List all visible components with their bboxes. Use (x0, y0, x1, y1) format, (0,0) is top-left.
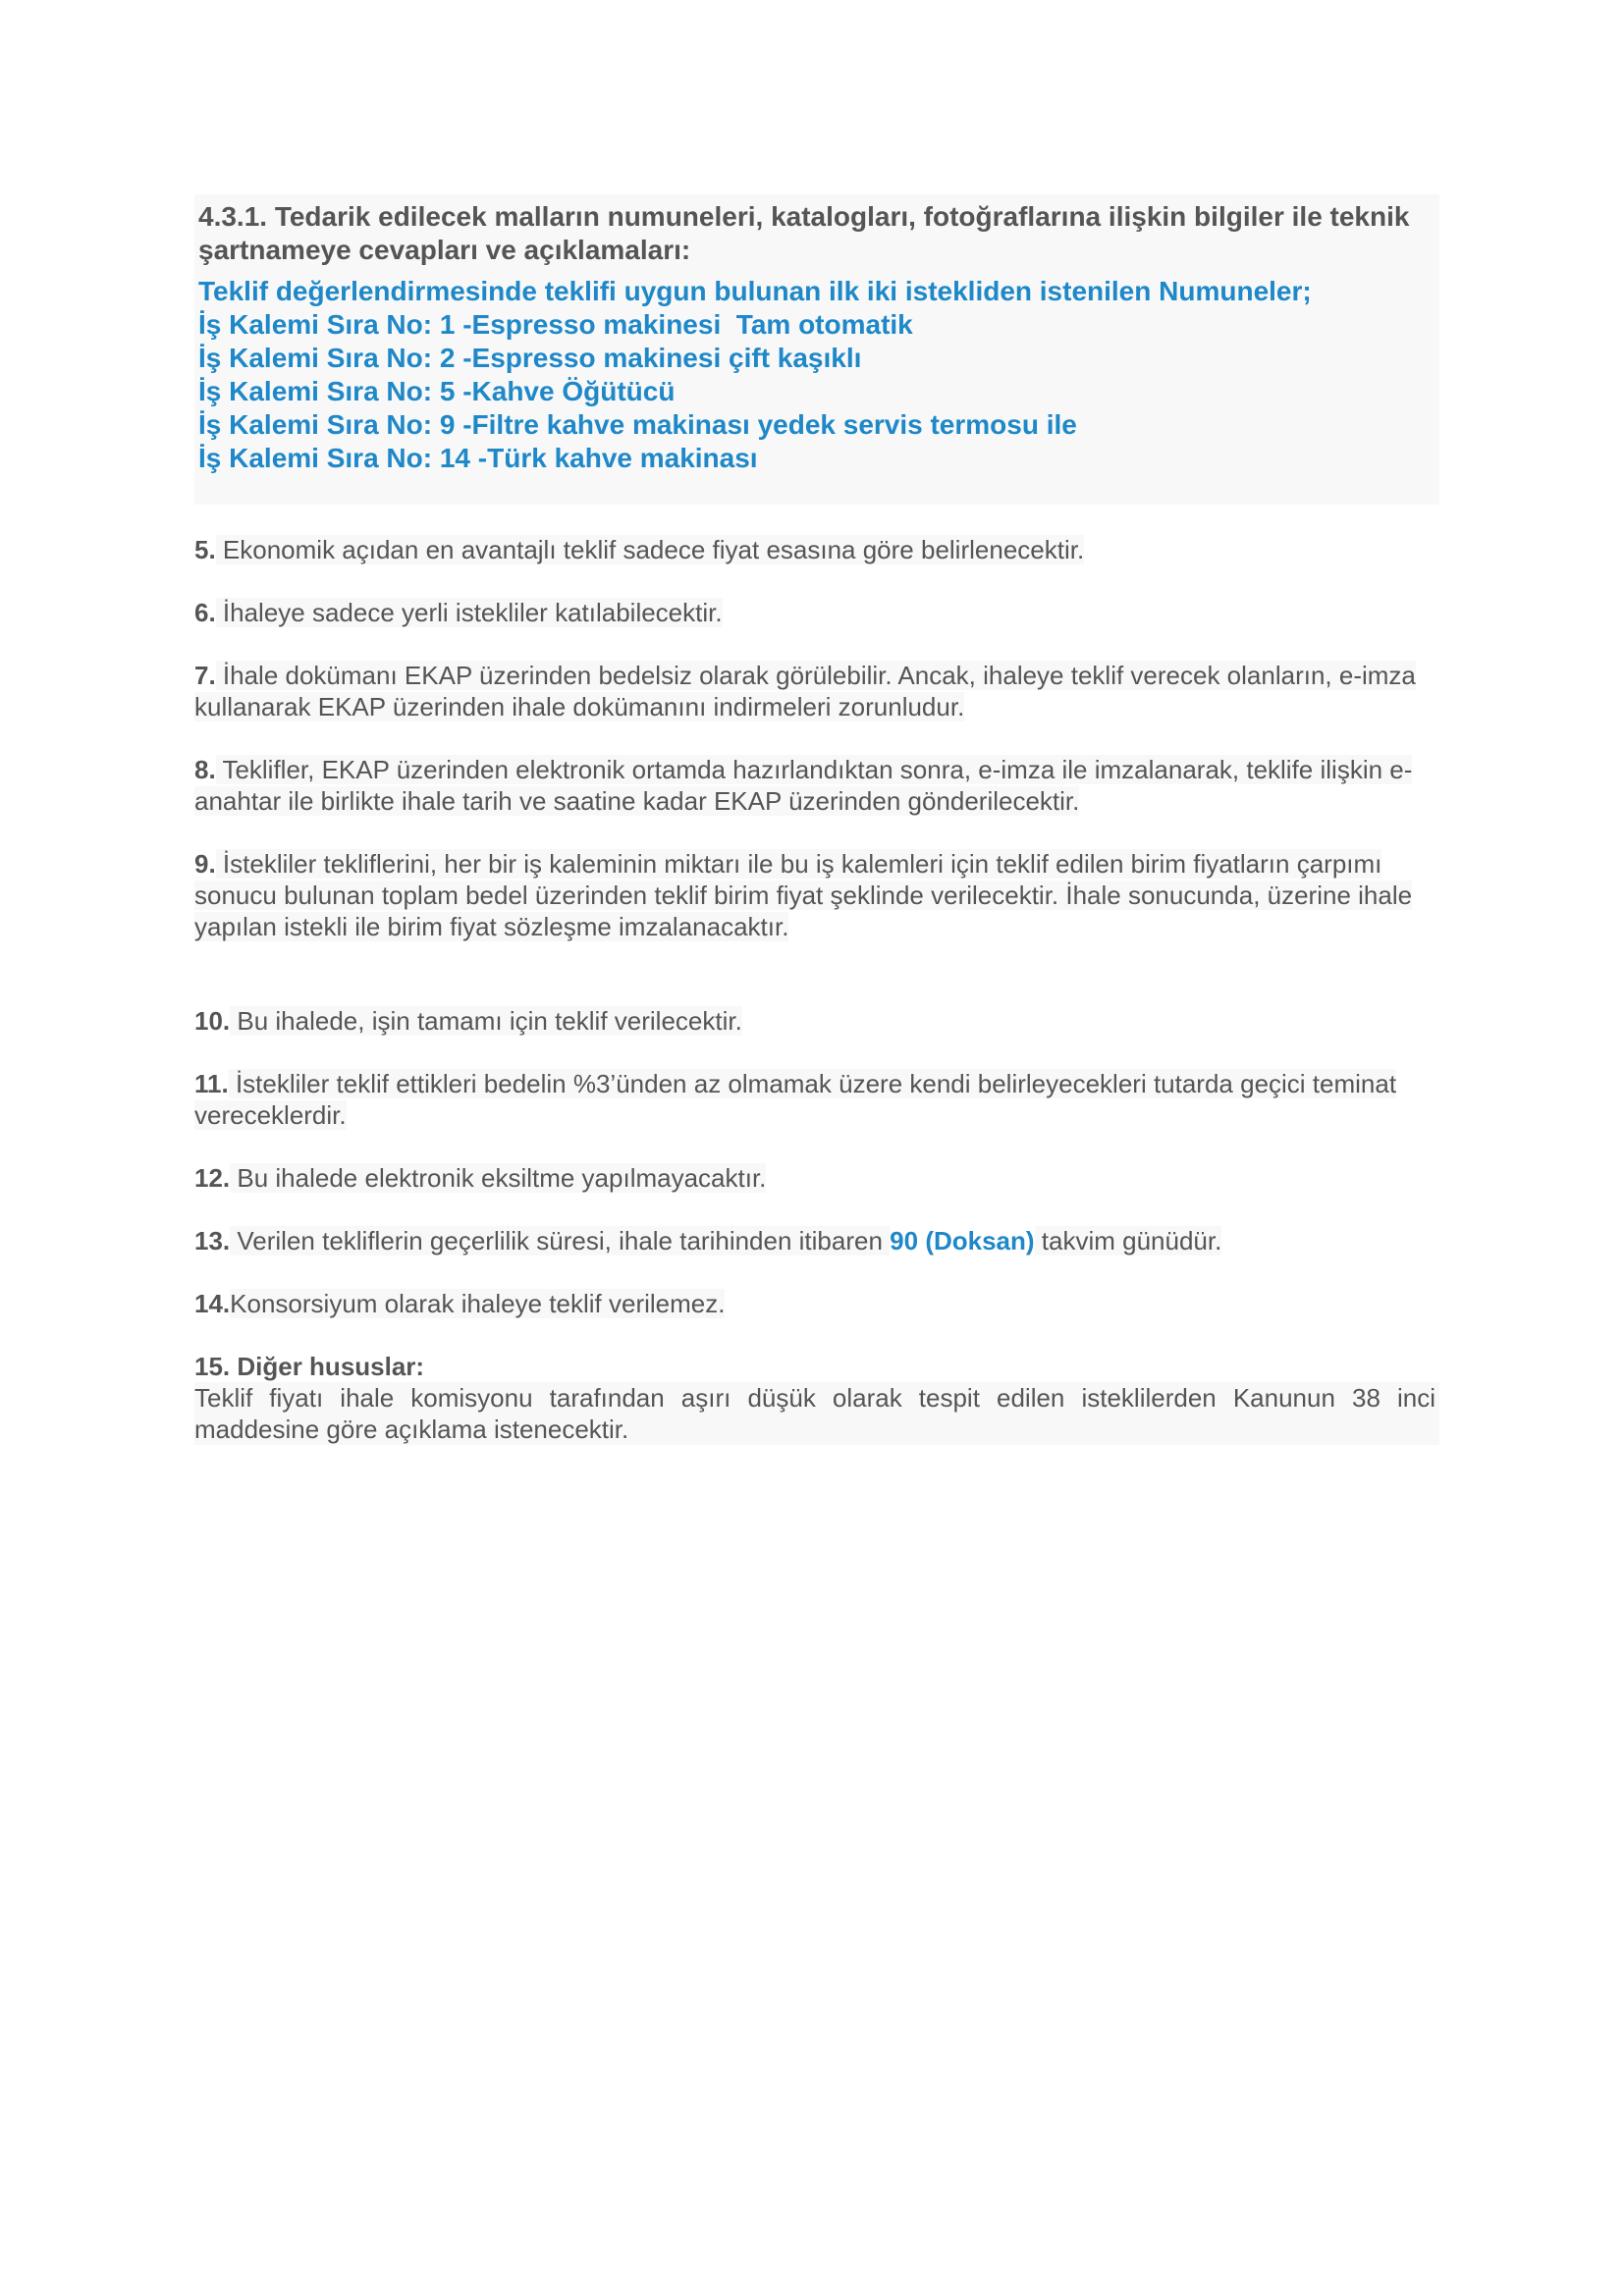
clause-text: İstekliler teklif ettikleri bedelin %3’ünden az olmamak üzere kendi belirleyecekleri tutarda geçici teminat vereceklerdir. (194, 1069, 1397, 1130)
document-body (194, 194, 1439, 1445)
clause-number: 10. (194, 1006, 231, 1036)
clause-text: İstekliler tekliflerini, her bir iş kaleminin miktarı ile bu iş kalemleri için teklif edilen birim fiyatların çarpımı sonucu bulunan toplam bedel üzerinden teklif birim fiyat şeklinde verilecektir. İhale sonucunda, üzerine ihale yapılan istekli ile birim fiyat sözleşme imzalanacaktır. (194, 849, 1413, 941)
clause-number: 12. (194, 1163, 231, 1193)
sample-item-14: İş Kalemi Sıra No: 14 -Türk kahve makinası (198, 443, 758, 473)
clause-number: 9. (194, 849, 216, 879)
section-4-3-1-heading: 4.3.1. Tedarik edilecek malların numuneleri, katalogları, fotoğraflarına ilişkin bilgiler ile teknik şartnameye cevapları ve açıklamaları: (198, 201, 1410, 265)
clause-text: İhaleye sadece yerli istekliler katılabilecektir. (215, 598, 723, 627)
clause-text: Bu ihalede elektronik eksiltme yapılmayacaktır. (230, 1163, 767, 1193)
clause-7 (194, 660, 1439, 722)
clause-text: Ekonomik açıdan en avantajlı teklif sadece fiyat esasına göre belirlenecektir. (215, 535, 1085, 564)
clause-number: 7. (194, 661, 216, 690)
sample-item-2: İş Kalemi Sıra No: 2 -Espresso makinesi çift kaşıklı (198, 343, 862, 373)
validity-period: 90 (Doksan) (890, 1226, 1035, 1255)
clause-number: 11. (194, 1069, 229, 1098)
clause-8 (194, 754, 1439, 817)
clause-9 (194, 848, 1439, 942)
clause-6 (194, 597, 1439, 628)
clause-15-text: Teklif fiyatı ihale komisyonu tarafından aşırı düşük olarak tespit edilen isteklilerden Kanunun 38 inci maddesine göre açıklama istenecektir. (194, 1382, 1439, 1445)
clause-text: İhale dokümanı EKAP üzerinden bedelsiz olarak görülebilir. Ancak, ihaleye teklif verecek olanların, e-imza kullanarak EKAP üzerinden ihale dokümanını indirmeleri zorunludur. (194, 661, 1416, 721)
clause-number: 14. (194, 1289, 231, 1318)
clause-text: Teklifler, EKAP üzerinden elektronik ortamda hazırlandıktan sonra, e-imza ile imzalanarak, teklife ilişkin e-anahtar ile birlikte ihale tarih ve saatine kadar EKAP üzerinden gönderilecektir. (194, 755, 1413, 816)
clause-12 (194, 1162, 1439, 1194)
clause-5 (194, 534, 1439, 565)
clause-number: 8. (194, 755, 216, 784)
clause-13 (194, 1225, 1439, 1256)
clause-text-end: takvim günüdür. (1034, 1226, 1222, 1255)
sample-item-9: İş Kalemi Sıra No: 9 -Filtre kahve makinası yedek servis termosu ile (198, 409, 1077, 440)
clause-text: Bu ihalede, işin tamamı için teklif verilecektir. (230, 1006, 742, 1036)
clause-number: 5. (194, 535, 216, 564)
clause-10 (194, 1005, 1439, 1037)
sample-item-5: İş Kalemi Sıra No: 5 -Kahve Öğütücü (198, 376, 676, 406)
section-4-3-1 (194, 194, 1439, 505)
clause-number: 13. (194, 1226, 231, 1255)
clause-11 (194, 1068, 1439, 1131)
sample-item-1: İş Kalemi Sıra No: 1 -Espresso makinesi Tam otomatik (198, 309, 913, 340)
clause-text: Konsorsiyum olarak ihaleye teklif verilemez. (230, 1289, 726, 1318)
clause-15 (194, 1351, 1439, 1445)
clause-number: 6. (194, 598, 216, 627)
samples-intro: Teklif değerlendirmesinde teklifi uygun bulunan ilk iki istekliden istenilen Numuneler; (198, 276, 1312, 306)
clause-14 (194, 1288, 1439, 1319)
clause-text: Verilen tekliflerin geçerlilik süresi, ihale tarihinden itibaren (230, 1226, 891, 1255)
clause-15-title: 15. Diğer hususlar: (194, 1352, 425, 1381)
